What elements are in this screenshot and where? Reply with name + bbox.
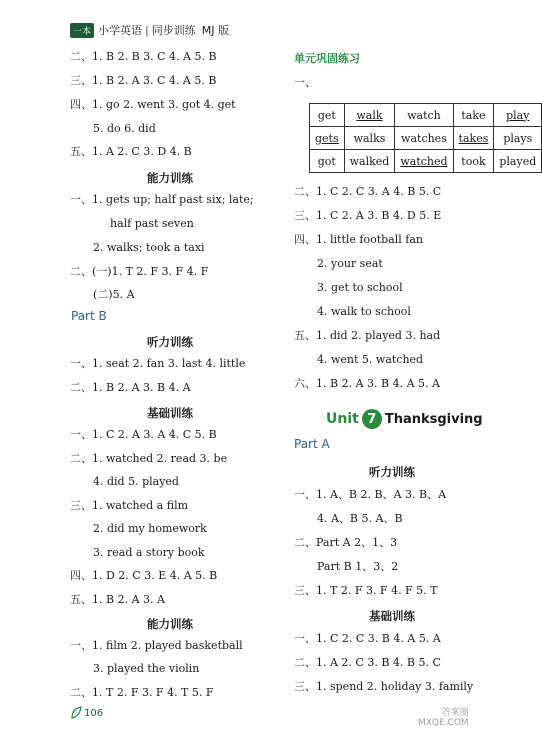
table-cell bbox=[494, 127, 542, 150]
header-edition: MJ 版 bbox=[201, 24, 229, 37]
cell-word: walked bbox=[349, 154, 390, 168]
left-line: 2. did my homework bbox=[93, 522, 207, 535]
right-line: 四、1. little football fan bbox=[294, 233, 423, 246]
cell-word: walk bbox=[356, 108, 383, 122]
table-cell bbox=[344, 104, 395, 127]
cell-word: played bbox=[499, 154, 537, 168]
table-cell bbox=[344, 127, 395, 150]
cell-word: watch bbox=[407, 108, 441, 122]
watermark-line1: 答案圈 bbox=[441, 708, 469, 718]
left-line: 一、1. C 2. A 3. A 4. C 5. B bbox=[70, 428, 217, 441]
right-line: 三、1. C 2. A 3. B 4. D 5. E bbox=[294, 209, 442, 222]
unit-title: Thanksgiving bbox=[384, 411, 483, 427]
left-line: 3. read a story book bbox=[93, 546, 205, 559]
table-cell bbox=[310, 104, 345, 127]
left-line: (二)5. A bbox=[93, 288, 135, 301]
left-line: 5. do 6. did bbox=[93, 122, 156, 135]
cell-word: get bbox=[317, 108, 336, 122]
cell-word: took bbox=[461, 154, 486, 168]
table-row bbox=[310, 104, 542, 127]
right-line: 二、Part A 2、1、3 bbox=[294, 536, 398, 549]
right-line: 六、1. B 2. A 3. B 4. A 5. A bbox=[294, 377, 440, 390]
table-cell bbox=[395, 104, 453, 127]
watermark-line2: MXQE.COM bbox=[418, 718, 469, 728]
right-line: 4. walk to school bbox=[317, 305, 411, 318]
table-row bbox=[310, 150, 542, 173]
section-heading: 基础训练 bbox=[147, 406, 193, 420]
cell-word: plays bbox=[503, 131, 533, 145]
unit-label: Unit bbox=[326, 411, 359, 427]
part-b-label: Part B bbox=[71, 309, 107, 323]
page-number bbox=[70, 706, 103, 720]
section-heading: 基础训练 bbox=[369, 609, 415, 623]
right-line: 3. get to school bbox=[317, 281, 403, 294]
cell-word: watched bbox=[400, 154, 448, 168]
left-line: 4. did 5. played bbox=[93, 475, 179, 488]
cell-word: gets bbox=[315, 131, 339, 145]
left-line: half past seven bbox=[110, 217, 194, 230]
leaf-icon bbox=[70, 706, 82, 720]
part-a-label: Part A bbox=[294, 437, 330, 451]
right-line: 4. A、B 5. A、B bbox=[317, 512, 403, 525]
right-line: 一、1. A、B 2. B、A 3. B、A bbox=[294, 488, 447, 501]
table-cell bbox=[453, 150, 494, 173]
table-cell bbox=[494, 150, 542, 173]
cell-word: walks bbox=[353, 131, 386, 145]
table-cell bbox=[395, 127, 453, 150]
unit-number-badge: 7 bbox=[362, 409, 382, 429]
page-number-text: 106 bbox=[84, 707, 104, 719]
left-line: 二、1. watched 2. read 3. be bbox=[70, 452, 228, 465]
table-cell bbox=[453, 127, 494, 150]
table-cell bbox=[344, 150, 395, 173]
left-line: 三、1. B 2. A 3. C 4. A 5. B bbox=[70, 74, 217, 87]
cell-word: play bbox=[506, 108, 530, 122]
page-header bbox=[70, 22, 229, 38]
header-title: 同步训练 bbox=[151, 24, 196, 37]
table-row bbox=[310, 127, 542, 150]
right-line: 三、1. T 2. F 3. F 4. F 5. T bbox=[294, 584, 438, 597]
left-line: 四、1. D 2. C 3. E 4. A 5. B bbox=[70, 569, 218, 582]
left-line: 2. walks; took a taxi bbox=[93, 241, 205, 254]
right-line: 二、1. C 2. C 3. A 4. B 5. C bbox=[294, 185, 442, 198]
section-heading: 听力训练 bbox=[147, 335, 193, 349]
watermark bbox=[418, 708, 469, 728]
unit-heading bbox=[326, 409, 483, 429]
table-cell bbox=[310, 127, 345, 150]
left-line: 五、1. A 2. C 3. D 4. B bbox=[70, 145, 192, 158]
table-cell bbox=[395, 150, 453, 173]
right-line: Part B 1、3、2 bbox=[317, 560, 399, 573]
left-line: 一、1. gets up; half past six; late; bbox=[70, 193, 254, 206]
left-line: 五、1. B 2. A 3. A bbox=[70, 593, 165, 606]
left-line: 一、1. film 2. played basketball bbox=[70, 639, 243, 652]
verb-forms-table bbox=[309, 103, 542, 173]
right-line: 4. went 5. watched bbox=[317, 353, 424, 366]
section-one-label: 一、 bbox=[294, 76, 316, 89]
cell-word: takes bbox=[458, 131, 489, 145]
left-line: 一、1. seat 2. fan 3. last 4. little bbox=[70, 357, 246, 370]
left-line: 二、1. T 2. F 3. F 4. T 5. F bbox=[70, 686, 214, 699]
right-line: 五、1. did 2. played 3. had bbox=[294, 329, 441, 342]
left-line: 二、1. B 2. B 3. C 4. A 5. B bbox=[70, 50, 217, 63]
cell-word: take bbox=[461, 108, 486, 122]
section-heading: 能力训练 bbox=[147, 171, 193, 185]
publisher-logo: 一本 bbox=[70, 23, 94, 38]
table-cell bbox=[494, 104, 542, 127]
left-line: 三、1. watched a film bbox=[70, 499, 189, 512]
section-heading: 能力训练 bbox=[147, 617, 193, 631]
left-line: 二、(一)1. T 2. F 3. F 4. F bbox=[70, 265, 209, 278]
cell-word: watches bbox=[401, 131, 447, 145]
right-line: 一、1. C 2. C 3. B 4. A 5. A bbox=[294, 632, 441, 645]
header-separator: | bbox=[145, 23, 149, 37]
header-subject: 小学英语 bbox=[98, 24, 143, 37]
right-line: 三、1. spend 2. holiday 3. family bbox=[294, 680, 474, 693]
unit-review-title: 单元巩固练习 bbox=[294, 52, 360, 65]
cell-word: got bbox=[317, 154, 336, 168]
section-heading: 听力训练 bbox=[369, 465, 415, 479]
right-line: 2. your seat bbox=[317, 257, 383, 270]
right-line: 二、1. A 2. C 3. B 4. B 5. C bbox=[294, 656, 441, 669]
table-cell bbox=[310, 150, 345, 173]
left-line: 二、1. B 2. A 3. B 4. A bbox=[70, 381, 191, 394]
table-cell bbox=[453, 104, 494, 127]
left-line: 四、1. go 2. went 3. got 4. get bbox=[70, 98, 236, 111]
left-line: 3. played the violin bbox=[93, 662, 200, 675]
